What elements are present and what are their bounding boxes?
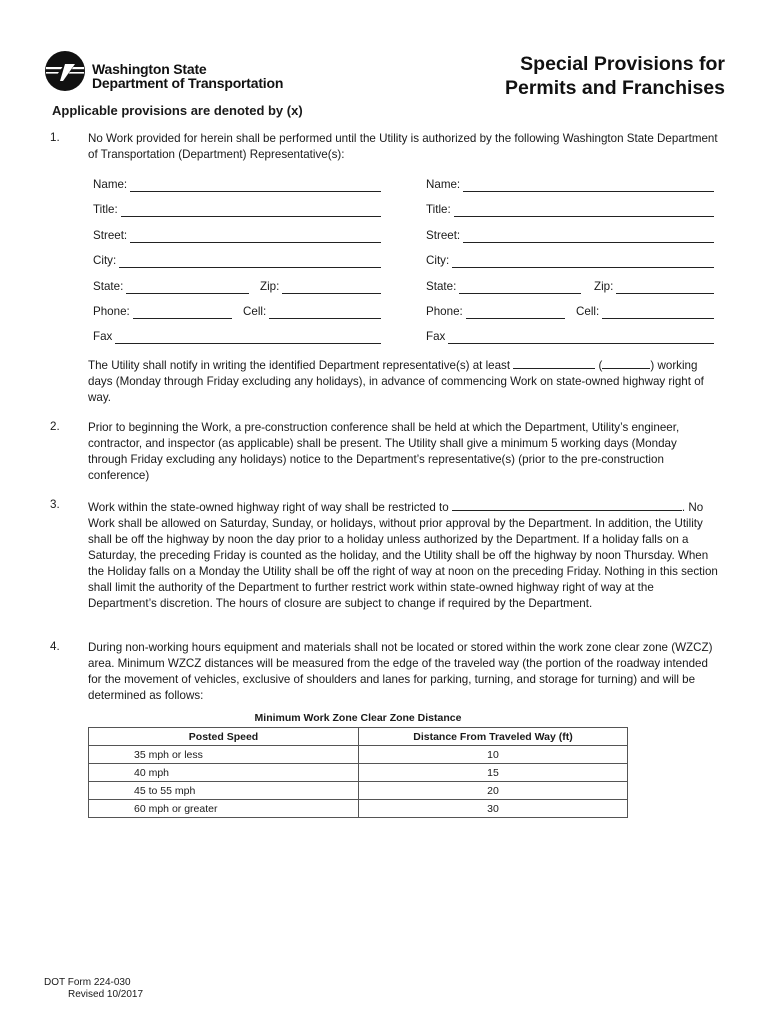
title-line2: Permits and Franchises: [504, 77, 725, 99]
notify-text-start: The Utility shall notify in writing the identified Department representative(s) at least: [88, 359, 511, 372]
speed-cell: 35 mph or less: [89, 746, 359, 764]
field-label: Phone:: [426, 305, 463, 318]
speed-cell: 60 mph or greater: [89, 800, 359, 818]
field-label: City:: [426, 254, 450, 267]
notify-days-number-blank[interactable]: [602, 358, 650, 369]
field-label: Zip:: [260, 280, 280, 293]
column-header: Distance From Traveled Way (ft): [359, 728, 628, 746]
field-label: Name:: [426, 178, 461, 191]
field-label: Title:: [426, 203, 451, 216]
left-city-field[interactable]: [93, 254, 381, 268]
right-phone-field[interactable]: [426, 305, 565, 319]
field-label: State:: [93, 280, 124, 293]
right-cell-field[interactable]: [576, 305, 714, 319]
field-label: Title:: [93, 203, 118, 216]
field-label: Fax: [426, 330, 446, 343]
left-street-field[interactable]: [93, 229, 381, 243]
field-label: Name:: [93, 178, 128, 191]
section4-text: During non-working hours equipment and materials shall not be located or stored within the work zone clear zone (WZCZ) area. Minimum WZCZ distances will be measured from the edge of the traveled way (the portion of the roadway intended for the movement of vehicles, exclusive of shoulders and lanes for parking, turning, and storage for turning) and will be determined as follows:: [88, 641, 713, 702]
notify-days-words-blank[interactable]: [513, 358, 595, 369]
speed-cell: 40 mph: [89, 764, 359, 782]
work-hours-blank[interactable]: [452, 500, 682, 511]
table-row: [89, 782, 628, 800]
right-state-field[interactable]: [426, 280, 581, 294]
section3-paragraph: Work within the state-owned highway right of way shall be restricted to . No Work shall be allowed on Saturday, Sunday, or holidays, without prior approval by the Department. In addition, the Utility shall be off the highway by noon the day prior to a holiday unless authorized by the Department. If a holiday falls on a Saturday, the preceding Friday is counted as the holiday, and the Utility shall be off the highway by noon Thursday. When the Holiday falls on a Monday the Utility shall be off the right of way at noon on the preceding Friday. Nothing in this section shall limit the authority of the Department to further restrict work within state-owned highway right of way at the Department’s discretion. The hours of closure are subject to change if required by the Department.: [88, 501, 718, 610]
table-caption: Minimum Work Zone Clear Zone Distance: [254, 712, 462, 724]
table-row: [89, 746, 628, 764]
revision-date: Revised 10/2017: [68, 989, 144, 1000]
left-title-field[interactable]: [93, 203, 381, 217]
form-footer: [44, 977, 143, 1001]
org-name-line2: Department of Transportation: [92, 75, 284, 91]
distance-cell: 10: [359, 746, 628, 764]
right-city-field[interactable]: [426, 254, 714, 268]
subheading: Applicable provisions are denoted by (x): [52, 103, 303, 118]
field-label: Zip:: [594, 280, 614, 293]
section-number: 4.: [50, 640, 60, 653]
notify-text-end: working days (Monday through Friday excluding any holidays), in advance of commencing Work on state-owned highway right of way.: [88, 359, 704, 404]
section2-text: Prior to beginning the Work, a pre-construction conference shall be held at which the Department, Utility’s engineer, contractor, and inspector (as applicable) shall be present. The Utility shall give a minimum 5 working days (Monday through Friday excluding any holidays) notice to the Department’s representative(s) (prior to the pre-construction conference): [88, 421, 680, 482]
table-row: [89, 764, 628, 782]
left-zip-field[interactable]: [260, 280, 381, 294]
org-name-line1: Washington State: [92, 61, 207, 77]
speed-cell: 45 to 55 mph: [89, 782, 359, 800]
right-street-field[interactable]: [426, 229, 714, 243]
wzcz-distance-table: [88, 727, 628, 818]
distance-cell: 15: [359, 764, 628, 782]
notify-paragraph: The Utility shall notify in writing the identified Department representative(s) at least ( ) working days (Monday through Friday excluding any holidays), in advance of commencing Work on state-owned highway right of way.: [88, 359, 704, 404]
left-cell-field[interactable]: [243, 305, 381, 319]
left-phone-field[interactable]: [93, 305, 232, 319]
right-zip-field[interactable]: [594, 280, 714, 294]
wsdot-logo-icon: [44, 50, 86, 92]
field-label: Fax: [93, 330, 113, 343]
distance-cell: 30: [359, 800, 628, 818]
left-name-field[interactable]: [93, 178, 381, 192]
field-label: City:: [93, 254, 117, 267]
section-number: 2.: [50, 420, 60, 433]
section3-text-rest: No Work shall be allowed on Saturday, Sunday, or holidays, without prior approval by the Department. In addition, the Utility shall be off the highway by noon the day prior to a holiday unless authorized by the Department. If a holiday falls on a Saturday, the preceding Friday is counted as the holiday, and the Utility shall be off the highway by noon Thursday. When the Holiday falls on a Monday the Utility shall be off the right of way at noon on the preceding Friday. Nothing in this section shall limit the authority of the Department to further restrict work within state-owned highway right of way at the Department’s discretion. The hours of closure are subject to change if required by the Department.: [88, 501, 718, 610]
right-fax-field[interactable]: [426, 330, 714, 344]
field-label: Cell:: [576, 305, 600, 318]
title-line1: Special Provisions for: [520, 53, 725, 75]
wsdot-logo: [44, 50, 294, 94]
document-title: [505, 52, 725, 100]
table-row: [89, 800, 628, 818]
left-fax-field[interactable]: [93, 330, 381, 344]
column-header: Posted Speed: [89, 728, 359, 746]
field-label: Cell:: [243, 305, 267, 318]
field-label: State:: [426, 280, 457, 293]
field-label: Phone:: [93, 305, 130, 318]
distance-cell: 20: [359, 782, 628, 800]
section1-text: No Work provided for herein shall be performed until the Utility is authorized by the following Washington State Department of Transportation (Department) Representative(s):: [88, 132, 718, 161]
field-label: Street:: [93, 229, 128, 242]
table-header-row: [89, 728, 628, 746]
section-number: 1.: [50, 131, 60, 144]
field-label: Street:: [426, 229, 461, 242]
section3-text-start: Work within the state-owned highway right of way shall be restricted to: [88, 501, 449, 514]
right-title-field[interactable]: [426, 203, 714, 217]
right-name-field[interactable]: [426, 178, 714, 192]
section-number: 3.: [50, 498, 60, 511]
left-state-field[interactable]: [93, 280, 249, 294]
form-number: DOT Form 224-030: [44, 977, 131, 988]
